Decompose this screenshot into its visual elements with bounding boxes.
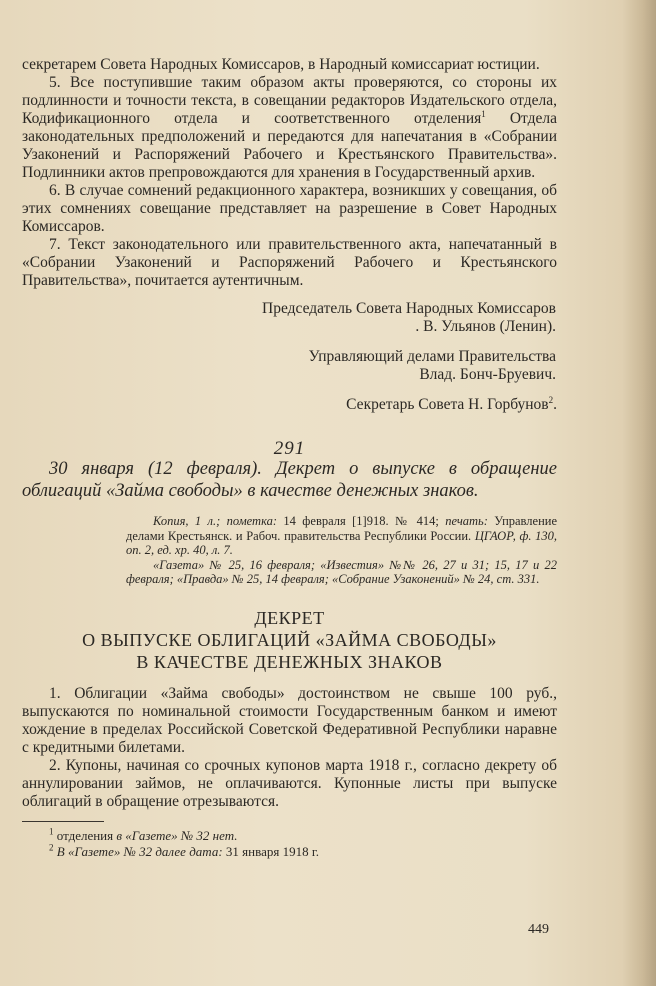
- footnote-mark-2: 2: [548, 394, 554, 405]
- footnote-1-italic: в «Газете» № 32 нет.: [116, 827, 238, 843]
- footnote-mark-1: 1: [481, 108, 486, 119]
- footnotes: [22, 828, 557, 860]
- decree-heading-line-2: О ВЫПУСКЕ ОБЛИГАЦИЙ «ЗАЙМА СВОБОДЫ»: [82, 629, 497, 650]
- paragraph-5-text: 5. Все поступившие таким образом акты проверяются, со стороны их подлинности и точности текста, в совещании редакторов Издательского отдела, Кодификационного отдела и соответственного отделения: [22, 74, 557, 127]
- source-1-archive: ЦГАОР, ф. 130, оп. 2, ед. хр. 40, л. 7.: [126, 528, 558, 557]
- page-edge-shadow: [622, 0, 656, 986]
- source-note-1: [126, 514, 557, 558]
- paragraph-5: [22, 74, 557, 182]
- manager-name: Влад. Бонч-Бруевич.: [419, 366, 556, 383]
- paragraph-7: 7. Текст законодательного или правительственного акта, напечатанный в «Собрании Узаконений и Распоряжений Рабочего и Крестьянского Правительства», почитается аутентичным.: [22, 236, 557, 289]
- source-notes: [126, 514, 557, 587]
- paragraph-6: 6. В случае сомнений редакционного характера, возникших у совещания, об этих сомнениях совещание представляет на разрешение в Совет Народных Комиссаров.: [22, 182, 557, 235]
- continuation-text: секретарем Совета Народных Комиссаров, в Народный комиссариат юстиции.: [22, 56, 540, 73]
- secretary-text: Секретарь Совета Н. Горбунов: [346, 396, 549, 413]
- source-1-lead: Копия, 1 л.; пометка:: [153, 514, 278, 528]
- decree-heading-line-1: ДЕКРЕТ: [254, 607, 325, 628]
- footnote-1-mark: 1: [49, 826, 54, 837]
- chair-title: Председатель Совета Народных Комиссаров: [262, 300, 556, 317]
- decree-heading-line-3: В КАЧЕСТВЕ ДЕНЕЖНЫХ ЗНАКОВ: [136, 651, 443, 672]
- footnote-1-text: отделения: [53, 827, 117, 843]
- document-number: 291: [273, 438, 306, 459]
- manager-title: Управляющий делами Правительства: [308, 348, 556, 365]
- signature-block: [22, 300, 557, 414]
- source-1-print: печать:: [445, 514, 488, 528]
- decree-heading: [22, 607, 557, 673]
- footnote-2: [22, 844, 557, 860]
- source-1-date: 14 февраля [1]918. № 414;: [277, 514, 446, 528]
- document-title: 30 января (12 февраля). Декрет о выпуске в обращение облигаций «Займа свободы» в качестве денежных знаков.: [22, 459, 557, 501]
- page-content: [22, 56, 557, 860]
- footnote-2-mark: 2: [49, 842, 54, 853]
- footnote-divider: [22, 821, 104, 822]
- footnote-2-text: 31 января 1918 г.: [222, 843, 319, 859]
- chair-name: . В. Ульянов (Ленин).: [415, 318, 556, 335]
- page-number: 449: [528, 922, 549, 937]
- footnote-2-italic: В «Газете» № 32 далее дата:: [53, 843, 223, 859]
- paragraph-5-rest: Отдела законодательных предположений и передаются для напечатания в «Собрании Узаконений и Распоряжений Рабочего и Крестьянского Правительства». Подлинники актов препровождаются для хранения в Государственный архив.: [22, 110, 557, 181]
- footnote-1: [22, 828, 557, 844]
- secretary-end: .: [553, 396, 557, 413]
- decree-paragraph-1: 1. Облигации «Займа свободы» достоинством не свыше 100 руб., выпускаются по номинальной стоимости Государственным банком и имеют хождение в пределах Российской Советской Федеративной Республики наравне с кредитными билетами.: [22, 684, 557, 756]
- secretary-signature: [22, 396, 557, 414]
- decree-paragraph-2: 2. Купоны, начиная со срочных купонов марта 1918 г., согласно декрету об аннулировании займов, не оплачиваются. Купонные листы при выпуске облигаций в обращение отрезываются.: [22, 756, 557, 810]
- source-note-2: «Газета» № 25, 16 февраля; «Известия» №№ 26, 27 и 31; 15, 17 и 22 февраля; «Правда» № 25, 14 февраля; «Собрание Узаконений» № 24, ст. 331.: [126, 557, 557, 586]
- source-1-rest: Управление делами Крестьянск. и Рабоч. правительства Республики России.: [126, 514, 558, 543]
